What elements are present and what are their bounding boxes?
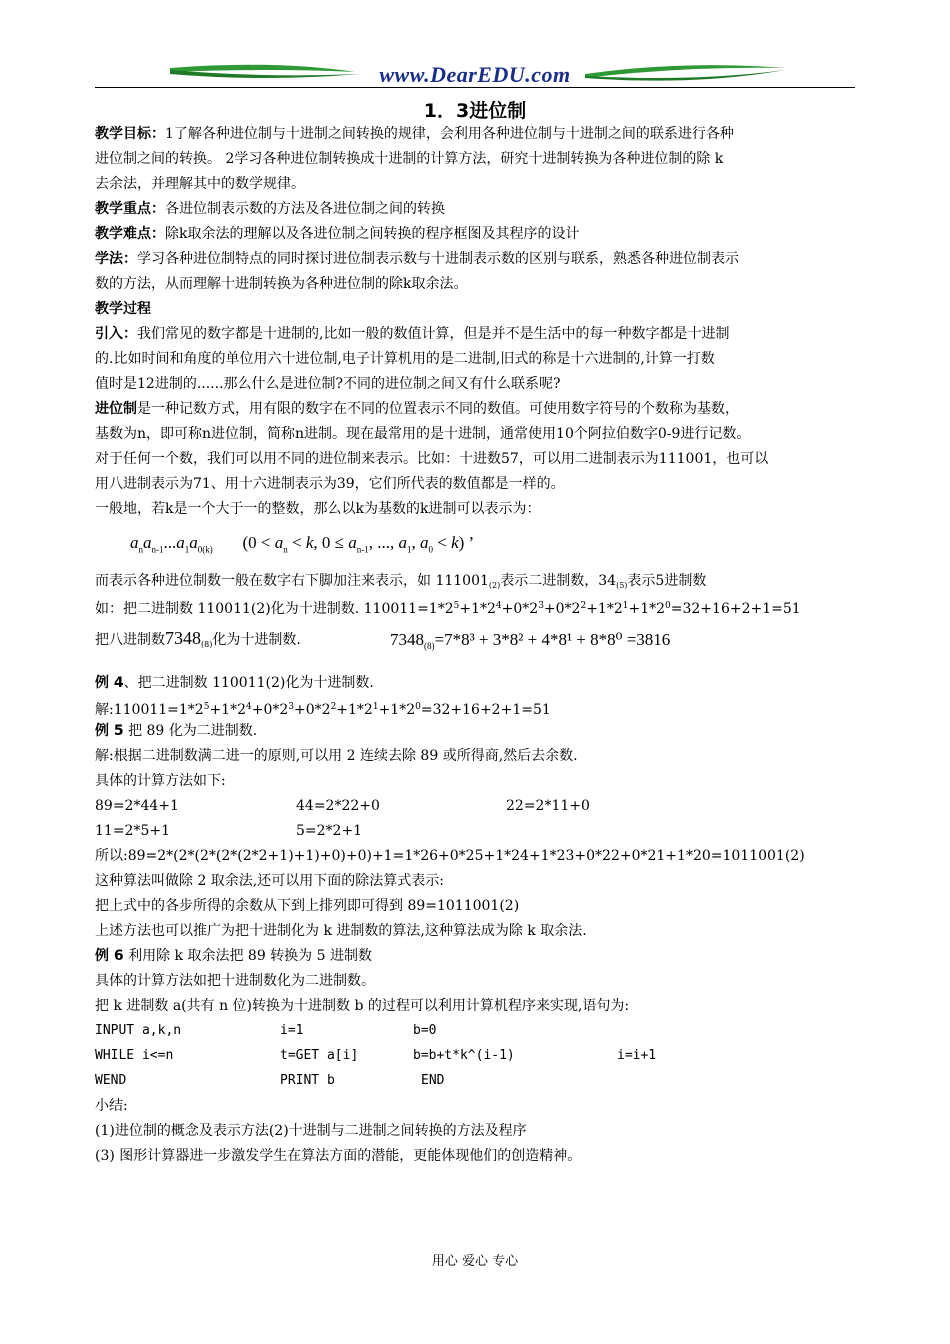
method-line-2: 数的方法，从而理解十进制转换为各种进位制的除k取余法。	[95, 276, 468, 292]
example-5-method-intro: 具体的计算方法如下:	[95, 773, 226, 789]
octal-example-line: 把八进制数$7348_{(8)}$化为十进制数.	[95, 628, 301, 649]
base-k-notation-formula: $a_na_{n-1}...a_1a_{0(k)}$ ($0 < a_n < k$, $0 \le a_{n-1}$, ..., $a_1$, $a_0 < k$) ’	[130, 533, 475, 555]
example-6-line-1: 具体的计算方法如把十进制数化为二进制数。	[95, 973, 375, 989]
code-line: i=i+1	[617, 1048, 657, 1063]
example-6-line-2: 把 k 进制数 a(共有 n 位)转换为十进制数 b 的过程可以利用计算机程序来实现,语句为:	[95, 998, 630, 1014]
definition-line-1: 进位制是一种记数方式，用有限的数字在不同的位置表示不同的数值。可使用数字符号的个数称为基数，	[95, 401, 739, 417]
site-name: www.DearEDU.com	[379, 62, 571, 87]
general-statement: 一般地，若k是一个大于一的整数，那么以k为基数的k进制可以表示为：	[95, 501, 541, 517]
example-5-result: 把上式中的各步所得的余数从下到上排列即可得到 89=1011001(2)	[95, 898, 520, 914]
example-5-algorithm-name: 这种算法叫做除 2 取余法,还可以用下面的除法算式表示:	[95, 873, 444, 889]
code-line: WHILE i<=n	[95, 1048, 174, 1063]
example-4-solution: 解$:110011=1*2^5+1*2^4+0*2^3+0*2^2+1*2^1+1*2^0=32+16+2+1=51$	[95, 702, 551, 718]
objectives-line-1: 教学目标：1了解各种进位制与十进制之间转换的规律，会利用各种进位制与十进制之间的联系进行各种	[95, 126, 734, 142]
code-line: WEND	[95, 1073, 127, 1088]
notation-explanation: 而表示各种进位制数一般在数字右下脚加注来表示，如 $111001_{(2)}$表示二进制数，$34_{(5)}$表示5进制数	[95, 573, 707, 590]
code-line: i=1	[280, 1023, 304, 1038]
code-line: b=0	[413, 1023, 437, 1038]
objectives-label: 教学目标：	[95, 126, 165, 142]
page-title: 1．3进位制	[423, 100, 527, 122]
division-step: 5=2*2+1	[296, 823, 363, 839]
octal-conversion-formula: $7348_{(8)}=7*8^3 + 3*8^2 + 4*8^1 + 8*8^0 =3816$	[390, 630, 671, 651]
footer-slogan: 用心 爱心 专心	[431, 1254, 519, 1269]
summary-label: 小结:	[95, 1098, 128, 1114]
summary-line-1: (1)进位制的概念及表示方法(2)十进制与二进制之间转换的方法及程序	[95, 1123, 527, 1139]
example-5-title: 例 5 把 89 化为二进制数.	[95, 723, 258, 739]
division-step: 22=2*11+0	[506, 798, 590, 814]
division-step: 89=2*44+1	[95, 798, 179, 814]
method-line-1: 学法：学习各种进位制特点的同时探讨进位制表示数与十进制表示数的区别与联系，熟悉各种进位制表示	[95, 251, 739, 267]
example-5-solution: 解:根据二进制数满二进一的原则,可以用 2 连续去除 89 或所得商,然后去余数.	[95, 748, 578, 764]
summary-line-2: (3) 图形计算器进一步激发学生在算法方面的潜能，更能体现他们的创造精神。	[95, 1148, 582, 1164]
example-4-title: 例 4、把二进制数 110011(2)化为十进制数.	[95, 675, 374, 691]
header-rule	[95, 87, 855, 88]
intro-line-3: 值时是12进制的......那么什么是进位制?不同的进位制之间又有什么联系呢?	[95, 376, 561, 392]
definition-line-2: 基数为n，即可称n进位制，简称n进制。现在最常用的是十进制，通常使用10个阿拉伯数字0-9进行记数。	[95, 426, 751, 442]
example-5-expansion: 所以:89=2*(2*(2*(2*(2*2+1)+1)+0)+0)+1=1*26+0*25+1*24+1*23+0*22+0*21+1*20=1011001(2)	[95, 848, 805, 864]
code-line: PRINT b	[280, 1073, 335, 1088]
code-line: b=b+t*k^(i-1)	[413, 1048, 515, 1063]
code-line: t=GET a[i]	[280, 1048, 359, 1063]
definition-line-3: 对于任何一个数，我们可以用不同的进位制来表示。比如：十进数57，可以用二进制表示为111001，也可以	[95, 451, 769, 467]
key-points: 教学重点：各进位制表示数的方法及各进位制之间的转换	[95, 201, 445, 217]
process-heading: 教学过程	[95, 301, 151, 317]
intro-line-1: 引入：我们常见的数字都是十进制的,比如一般的数值计算，但是并不是生活中的每一种数字都是十进制	[95, 326, 730, 342]
objectives-line-3: 去余法，并理解其中的数学规律。	[95, 176, 305, 192]
difficulties: 教学难点：除k取余法的理解以及各进位制之间转换的程序框图及其程序的设计	[95, 226, 580, 242]
example-5-generalization: 上述方法也可以推广为把十进制化为 k 进制数的算法,这种算法成为除 k 取余法.	[95, 923, 587, 939]
code-line: END	[421, 1073, 445, 1088]
binary-example-line: 如：把二进制数 110011(2)化为十进制数. $110011=1*2^5+1*2^4+0*2^3+0*2^2+1*2^1+1*2^0=32+16+2+1=51$	[95, 601, 801, 617]
objectives-line-2: 进位制之间的转换。 2学习各种进位制转换成十进制的计算方法，研究十进制转换为各种进位制的除 k	[95, 151, 724, 167]
division-step: 44=2*22+0	[296, 798, 380, 814]
definition-line-4: 用八进制表示为71、用十六进制表示为39，它们所代表的数值都是一样的。	[95, 476, 565, 492]
code-line: INPUT a,k,n	[95, 1023, 182, 1038]
intro-line-2: 的.比如时间和角度的单位用六十进位制,电子计算机用的是二进制,旧式的称是十六进制的,计算一打数	[95, 351, 715, 367]
division-step: 11=2*5+1	[95, 823, 170, 839]
example-6-title: 例 6 利用除 k 取余法把 89 转换为 5 进制数	[95, 948, 372, 964]
